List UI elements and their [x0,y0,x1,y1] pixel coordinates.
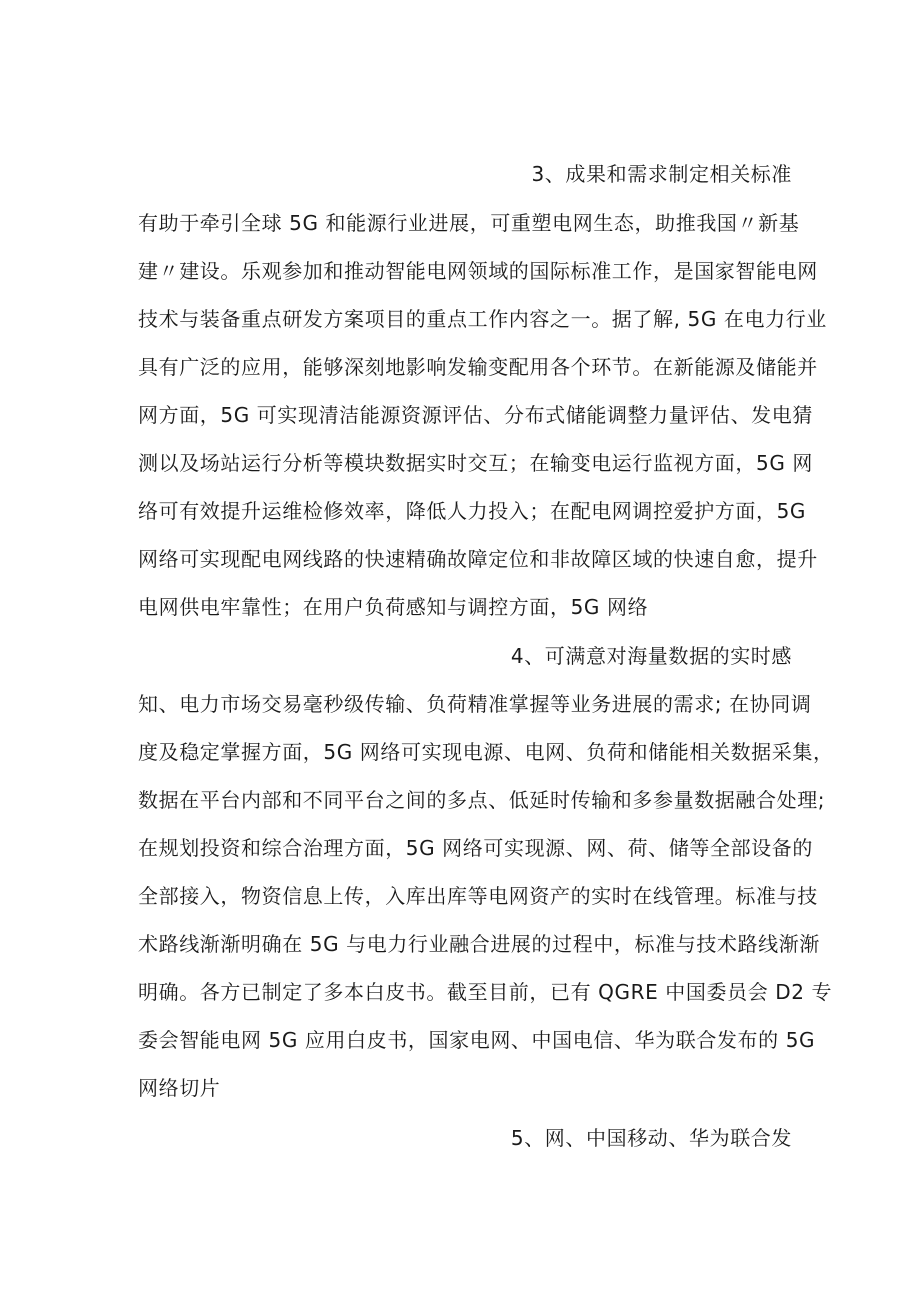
section-4-heading: 4、可满意对海量数据的实时感 [510,644,792,668]
section-4-line-1: 知、电力市场交易毫秒级传输、负荷精准掌握等业务进展的需求; 在协同调 [138,692,812,716]
section-4-line-5: 全部接入，物资信息上传，入库出库等电网资产的实时在线管理。标准与技 [138,884,818,908]
section-4-line-3: 数据在平台内部和不同平台之间的多点、低延时传输和多参量数据融合处理; [138,788,826,812]
section-3-line-3: 技术与装备重点研发方案项目的重点工作内容之一。据了解, 5G 在电力行业 [138,307,827,331]
section-4-line-9: 网络切片 [138,1076,221,1100]
section-3-line-8: 网络可实现配电网线路的快速精确故障定位和非故障区域的快速自愈，提升 [138,547,818,571]
section-3-line-5: 网方面，5G 可实现清洁能源资源评估、分布式储能调整力量评估、发电猜 [138,403,813,427]
section-4-line-8: 委会智能电网 5G 应用白皮书，国家电网、中国电信、华为联合发布的 5G [138,1028,816,1052]
section-3-line-7: 络可有效提升运维检修效率，降低人力投入；在配电网调控爱护方面，5G [138,499,807,523]
section-4-line-2: 度及稳定掌握方面，5G 网络可实现电源、电网、负荷和储能相关数据采集， [138,740,834,764]
section-4-line-7: 明确。各方已制定了多本白皮书。截至目前，已有 QGRE 中国委员会 D2 专 [138,980,833,1004]
section-3-line-2: 建〃建设。乐观参加和推动智能电网领域的国际标准工作，是国家智能电网 [138,259,818,283]
section-5-heading: 5、网、中国移动、华为联合发 [510,1126,792,1150]
section-4-line-4: 在规划投资和综合治理方面，5G 网络可实现源、网、荷、储等全部设备的 [138,836,813,860]
section-4-line-6: 术路线渐渐明确在 5G 与电力行业融合进展的过程中，标准与技术路线渐渐 [138,932,820,956]
section-3-line-1: 有助于牵引全球 5G 和能源行业进展，可重塑电网生态，助推我国〃新基 [138,211,800,235]
section-3-line-6: 测以及场站运行分析等模块数据实时交互；在输变电运行监视方面，5G 网 [138,451,813,475]
section-3-heading: 3、成果和需求制定相关标准 [531,162,792,186]
section-3-line-9: 电网供电牢靠性；在用户负荷感知与调控方面，5G 网络 [138,595,649,619]
section-3-line-4: 具有广泛的应用，能够深刻地影响发输变配用各个环节。在新能源及储能并 [138,355,818,379]
